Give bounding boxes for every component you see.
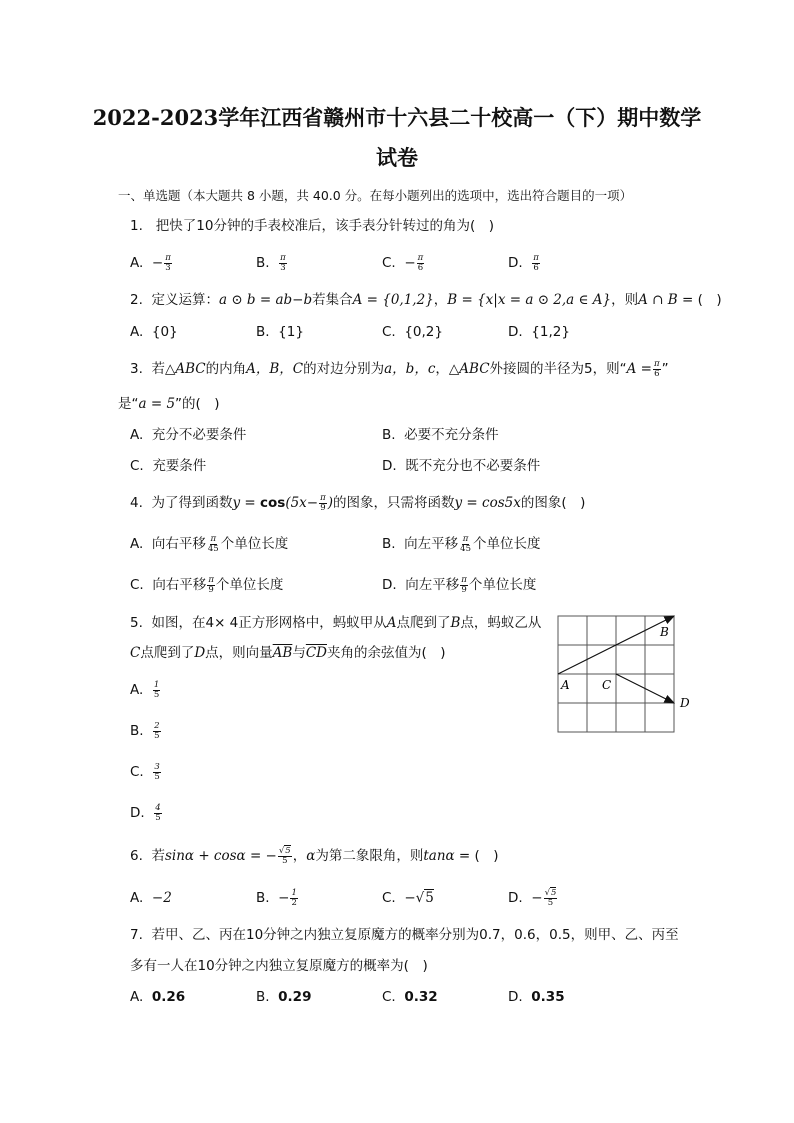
q3-option-b[interactable]: B. 必要不充分条件 <box>382 427 499 443</box>
question-6: 6. 若sinα + cosα = − $\frac{√5}{5}$ ，α为第二象限角，则tanα = ( ) <box>130 845 499 866</box>
q3-option-d[interactable]: D. 既不充分也不必要条件 <box>382 458 541 474</box>
question-1 <box>130 216 494 236</box>
q6-option-d[interactable]: D. − $\frac{√5}{5}$ <box>508 887 557 908</box>
q1-option-b[interactable]: B. $\frac{\pi}{3}$ <box>256 252 286 273</box>
q1-option-a[interactable]: A. − $\frac{\pi}{3}$ <box>130 252 171 273</box>
question-7-continued: 多有一人在10分钟之内独立复原魔方的概率为( ) <box>130 958 428 974</box>
exam-title-line-1: 2022-2023学年江西省赣州市十六县二十校高一（下）期中数学 <box>92 105 702 130</box>
point-label-b: B <box>660 625 669 639</box>
question-number: 4. <box>130 495 143 511</box>
grid-figure <box>552 610 700 735</box>
question-3-continued: 是“a = 5”的( ) <box>118 396 220 412</box>
question-3: 3. 若△ABC的内角A，B，C的对边分别为a，b，c，△ABC外接圆的半径为5，则“A = $\frac{\pi}{6}$ ” <box>130 358 669 379</box>
q7-option-a[interactable]: A. 0.26 <box>130 989 186 1005</box>
q1-option-d[interactable]: D. $\frac{\pi}{6}$ <box>508 252 539 273</box>
question-text: 把快了10分钟的手表校准后，该手表分针转过的角为( ) <box>155 218 494 234</box>
q2-option-a[interactable]: A. {0} <box>130 324 178 340</box>
exam-title-line-2: 试卷 <box>376 145 418 170</box>
question-5: 5. 如图，在4× 4正方形网格中，蚂蚁甲从A点爬到了B点，蚂蚁乙从 <box>130 615 542 631</box>
q4-option-a[interactable]: A. 向右平移 $\frac{\pi}{45}$ 个单位长度 <box>130 533 289 554</box>
q5-option-a[interactable]: A. $\frac{1}{5}$ <box>130 679 160 700</box>
q6-option-a[interactable]: A. −2 <box>130 890 172 906</box>
q6-option-c[interactable]: C. −√5 <box>382 890 434 906</box>
q7-option-d[interactable]: D. 0.35 <box>508 989 565 1005</box>
question-number: 1. <box>130 218 143 234</box>
q4-option-d[interactable]: D. 向左平移 $\frac{\pi}{9}$ 个单位长度 <box>382 574 537 595</box>
q7-option-c[interactable]: C. 0.32 <box>382 989 438 1005</box>
q2-option-c[interactable]: C. {0,2} <box>382 324 443 340</box>
question-2: 2. 定义运算：a ⊙ b = ab−b若集合A = {0,1,2}，B = {x|x = a ⊙ 2,a ∈ A}，则A ∩ B = ( ) <box>130 292 722 308</box>
q2-option-b[interactable]: B. {1} <box>256 324 304 340</box>
q4-option-c[interactable]: C. 向右平移 $\frac{\pi}{9}$ 个单位长度 <box>130 574 284 595</box>
question-number: 5. <box>130 615 143 631</box>
q5-option-d[interactable]: D. $\frac{4}{5}$ <box>130 802 161 823</box>
q3-option-a[interactable]: A. 充分不必要条件 <box>130 427 247 443</box>
q1-option-c[interactable]: C. − $\frac{\pi}{6}$ <box>382 252 424 273</box>
q4-option-b[interactable]: B. 向左平移 $\frac{\pi}{45}$ 个单位长度 <box>382 533 541 554</box>
q5-option-c[interactable]: C. $\frac{3}{5}$ <box>130 761 160 782</box>
q7-option-b[interactable]: B. 0.29 <box>256 989 312 1005</box>
q2-option-d[interactable]: D. {1,2} <box>508 324 570 340</box>
question-7: 7. 若甲、乙、丙在10分钟之内独立复原魔方的概率分别为0.7，0.6，0.5，则甲、乙、丙至 <box>130 927 679 943</box>
question-5-continued: C点爬到了D点，则向量$\overline{AB}$与$\overline{CD}$夹角的余弦值为( ) <box>130 645 446 661</box>
q6-option-b[interactable]: B. − $\frac{1}{2}$ <box>256 887 297 908</box>
question-4: 4. 为了得到函数y = cos(5x− $\frac{\pi}{9}$ )的图象，只需将函数y = cos5x的图象( ) <box>130 492 586 513</box>
point-label-d: D <box>680 696 690 710</box>
q3-option-c[interactable]: C. 充要条件 <box>130 458 207 474</box>
question-number: 6. <box>130 848 143 864</box>
point-label-c: C <box>602 678 612 692</box>
point-label-a: A <box>561 678 570 692</box>
question-number: 3. <box>130 361 143 377</box>
question-number: 7. <box>130 927 143 943</box>
question-number: 2. <box>130 292 143 308</box>
section-heading: 一、单选题（本大题共 8 小题，共 40.0 分。在每小题列出的选项中，选出符合题目的一项） <box>118 188 633 203</box>
q5-option-b[interactable]: B. $\frac{2}{5}$ <box>130 720 160 741</box>
